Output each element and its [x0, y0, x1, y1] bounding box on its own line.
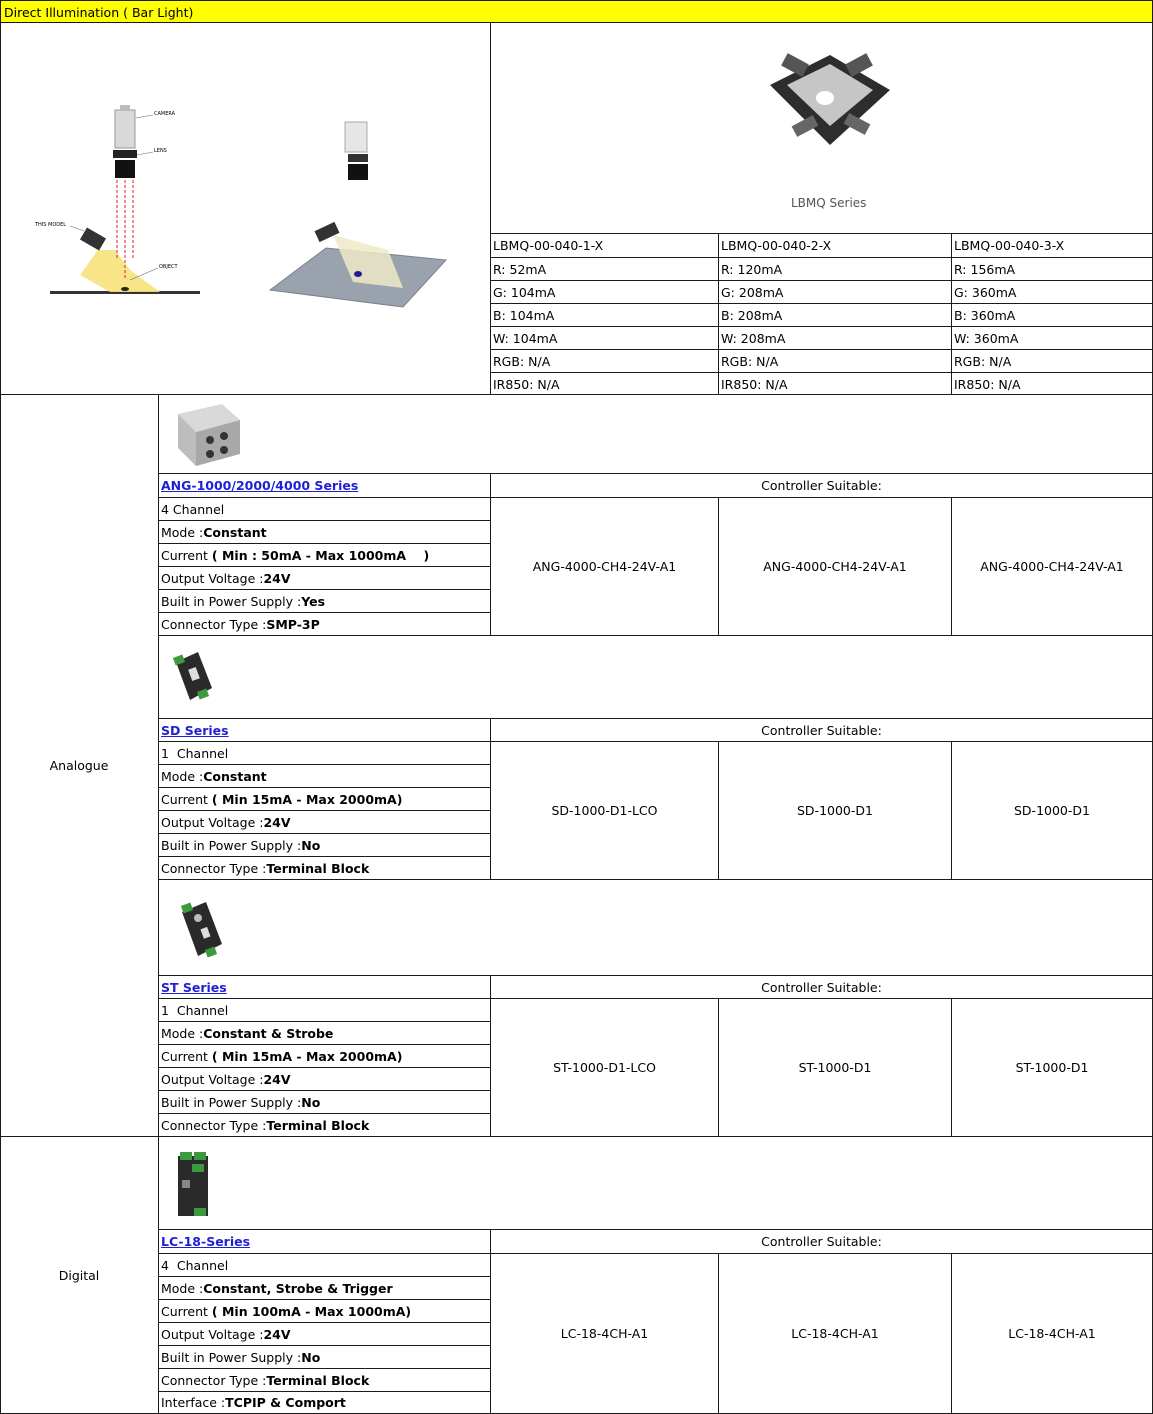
perspective-diagram	[268, 110, 448, 310]
header-bar	[0, 0, 1153, 23]
spec-value: 24V	[263, 1326, 291, 1342]
lbmq-rgb: RGB: N/A	[493, 353, 551, 369]
spec-label: Built in Power Supply :	[161, 1094, 302, 1110]
series-link-text[interactable]: ANG-1000/2000/4000 Series	[161, 478, 359, 493]
lbmq-g: G: 208mA	[721, 284, 784, 300]
spec-value: SMP-3P	[266, 616, 320, 632]
spec-label: Connector Type :	[161, 1372, 267, 1388]
spec-label: Current	[161, 1048, 212, 1064]
lbmq-w: W: 208mA	[721, 330, 786, 346]
spec-output-voltage	[159, 1068, 490, 1090]
lbmq-series-caption: LBMQ Series	[791, 196, 867, 210]
sd-series-link[interactable]	[159, 719, 490, 741]
spec-power-supply	[159, 1091, 490, 1113]
spec-label: Connector Type :	[161, 860, 267, 876]
spec-current	[159, 788, 490, 810]
controller-model: LC-18-4CH-A1	[560, 1326, 649, 1341]
group-label-analogue: Analogue	[49, 758, 109, 773]
spec-value: TCPIP & Comport	[225, 1395, 346, 1410]
spec-current	[159, 1300, 490, 1322]
spec-value: Yes	[301, 593, 326, 609]
lbmq-b: B: 104mA	[493, 307, 555, 323]
controller-model: LC-18-4CH-A1	[791, 1326, 879, 1341]
lens-label: LENS	[154, 148, 167, 154]
spec-output-voltage	[159, 811, 490, 833]
spec-value: Terminal Block	[266, 1117, 370, 1133]
spec-value: Constant & Strobe	[203, 1025, 334, 1041]
spec-value: No	[301, 837, 321, 853]
series-link-text[interactable]: LC-18-Series	[161, 1234, 251, 1249]
spec-label: Built in Power Supply :	[161, 1349, 302, 1365]
spec-connector-type	[159, 1114, 490, 1136]
st-series-link[interactable]	[159, 976, 490, 998]
spec-mode	[159, 765, 490, 787]
lbmq-rgb: RGB: N/A	[721, 353, 779, 369]
controller-suitable-label: Controller Suitable:	[761, 1234, 882, 1249]
lbmq-b: B: 360mA	[954, 307, 1016, 323]
object-label: OBJECT	[159, 264, 178, 270]
spec-label: Output Voltage :	[161, 1071, 264, 1087]
page-title: Direct Illumination ( Bar Light)	[4, 5, 194, 20]
lbmq-ir: IR850: N/A	[954, 376, 1021, 392]
spec-value: ( Min 15mA - Max 2000mA)	[211, 1048, 403, 1064]
lbmq-product-image	[765, 50, 895, 150]
lc18-controller-image	[174, 1150, 212, 1220]
spec-label: Output Voltage :	[161, 1326, 264, 1342]
camera-label: CAMERA	[154, 111, 176, 117]
lbmq-r: R: 156mA	[954, 261, 1016, 277]
controller-suitable-label: Controller Suitable:	[761, 979, 882, 995]
spec-interface	[159, 1392, 490, 1413]
lbmq-w: W: 360mA	[954, 330, 1019, 346]
spec-label: Built in Power Supply :	[161, 837, 302, 853]
this-model-label: THIS MODEL	[35, 222, 67, 228]
spec-label: Connector Type :	[161, 616, 267, 632]
spec-output-voltage	[159, 567, 490, 589]
spec-connector-type	[159, 613, 490, 635]
ang-controller-image	[172, 402, 244, 468]
controller-model: ANG-4000-CH4-24V-A1	[980, 559, 1124, 574]
spec-channels: 1 Channel	[161, 1002, 229, 1018]
spec-label: Mode :	[161, 1025, 204, 1041]
lbmq-rgb: RGB: N/A	[954, 353, 1012, 369]
spec-value: Terminal Block	[266, 1372, 370, 1388]
spec-label: Mode :	[161, 1280, 204, 1296]
lbmq-b: B: 208mA	[721, 307, 783, 323]
lbmq-g: G: 360mA	[954, 284, 1017, 300]
spec-label: Connector Type :	[161, 1117, 267, 1133]
lbmq-ir: IR850: N/A	[493, 376, 560, 392]
spec-value: No	[301, 1349, 321, 1365]
controller-model: ANG-4000-CH4-24V-A1	[532, 559, 677, 574]
spec-connector-type	[159, 857, 490, 879]
controller-model: ST-1000-D1	[1015, 1060, 1089, 1075]
spec-value: ( Min 15mA - Max 2000mA)	[211, 791, 403, 807]
spec-current	[159, 544, 490, 566]
spec-mode	[159, 1277, 490, 1299]
spec-mode	[159, 1022, 490, 1044]
spec-value: Constant, Strobe & Trigger	[203, 1280, 393, 1296]
st-controller-image	[176, 898, 228, 962]
spec-value: 24V	[263, 814, 291, 830]
lc18-series-link[interactable]	[159, 1230, 490, 1253]
spec-value: 24V	[263, 570, 291, 586]
controller-model: ST-1000-D1	[798, 1060, 872, 1075]
spec-value: Constant	[203, 524, 267, 540]
spec-value: No	[301, 1094, 321, 1110]
group-label-digital: Digital	[58, 1267, 100, 1283]
illumination-diagram	[20, 100, 220, 300]
spec-value: ( Min : 50mA - Max 1000mA )	[211, 547, 430, 563]
spec-power-supply	[159, 590, 490, 612]
spec-value: 24V	[263, 1071, 291, 1087]
lbmq-g: G: 104mA	[493, 284, 556, 300]
lbmq-ir: IR850: N/A	[721, 376, 788, 392]
spec-label: Mode :	[161, 768, 204, 784]
controller-suitable-label: Controller Suitable:	[761, 478, 882, 493]
spec-value: Constant	[203, 768, 267, 784]
spec-label: Current	[161, 791, 212, 807]
controller-suitable-label: Controller Suitable:	[761, 722, 882, 738]
spec-value: ( Min 100mA - Max 1000mA)	[211, 1303, 412, 1319]
controller-model: SD-1000-D1	[797, 803, 873, 818]
lbmq-w: W: 104mA	[493, 330, 558, 346]
spec-connector-type	[159, 1369, 490, 1391]
spec-value: Terminal Block	[266, 860, 370, 876]
lbmq-model-name: LBMQ-00-040-1-X	[493, 238, 604, 253]
spec-power-supply	[159, 834, 490, 856]
spec-label: Output Voltage :	[161, 570, 264, 586]
spec-label: Mode :	[161, 524, 204, 540]
lbmq-model-name: LBMQ-00-040-2-X	[721, 238, 832, 253]
controller-model: ANG-4000-CH4-24V-A1	[763, 559, 907, 574]
spec-channels: 4 Channel	[161, 1257, 229, 1273]
spec-channels: 1 Channel	[161, 745, 229, 761]
spec-label: Built in Power Supply :	[161, 593, 302, 609]
spec-current	[159, 1045, 490, 1067]
series-link-text[interactable]: SD Series	[161, 722, 229, 738]
lbmq-r: R: 52mA	[493, 261, 547, 277]
lbmq-model-name: LBMQ-00-040-3-X	[954, 238, 1065, 253]
controller-model: SD-1000-D1	[1014, 803, 1090, 818]
lbmq-r: R: 120mA	[721, 261, 783, 277]
spec-channels: 4 Channel	[161, 501, 225, 517]
spec-output-voltage	[159, 1323, 490, 1345]
spec-label: Interface :	[161, 1395, 226, 1410]
spec-mode	[159, 521, 490, 543]
spec-label: Output Voltage :	[161, 814, 264, 830]
series-link-text[interactable]: ST Series	[161, 979, 227, 995]
controller-model: SD-1000-D1-LCO	[551, 803, 658, 818]
spec-label: Current	[161, 547, 212, 563]
controller-model: ST-1000-D1-LCO	[553, 1060, 656, 1075]
controller-model: LC-18-4CH-A1	[1008, 1326, 1096, 1341]
ang-series-link[interactable]	[159, 474, 490, 497]
spec-power-supply	[159, 1346, 490, 1368]
spec-label: Current	[161, 1303, 212, 1319]
sd-controller-image	[168, 648, 218, 704]
